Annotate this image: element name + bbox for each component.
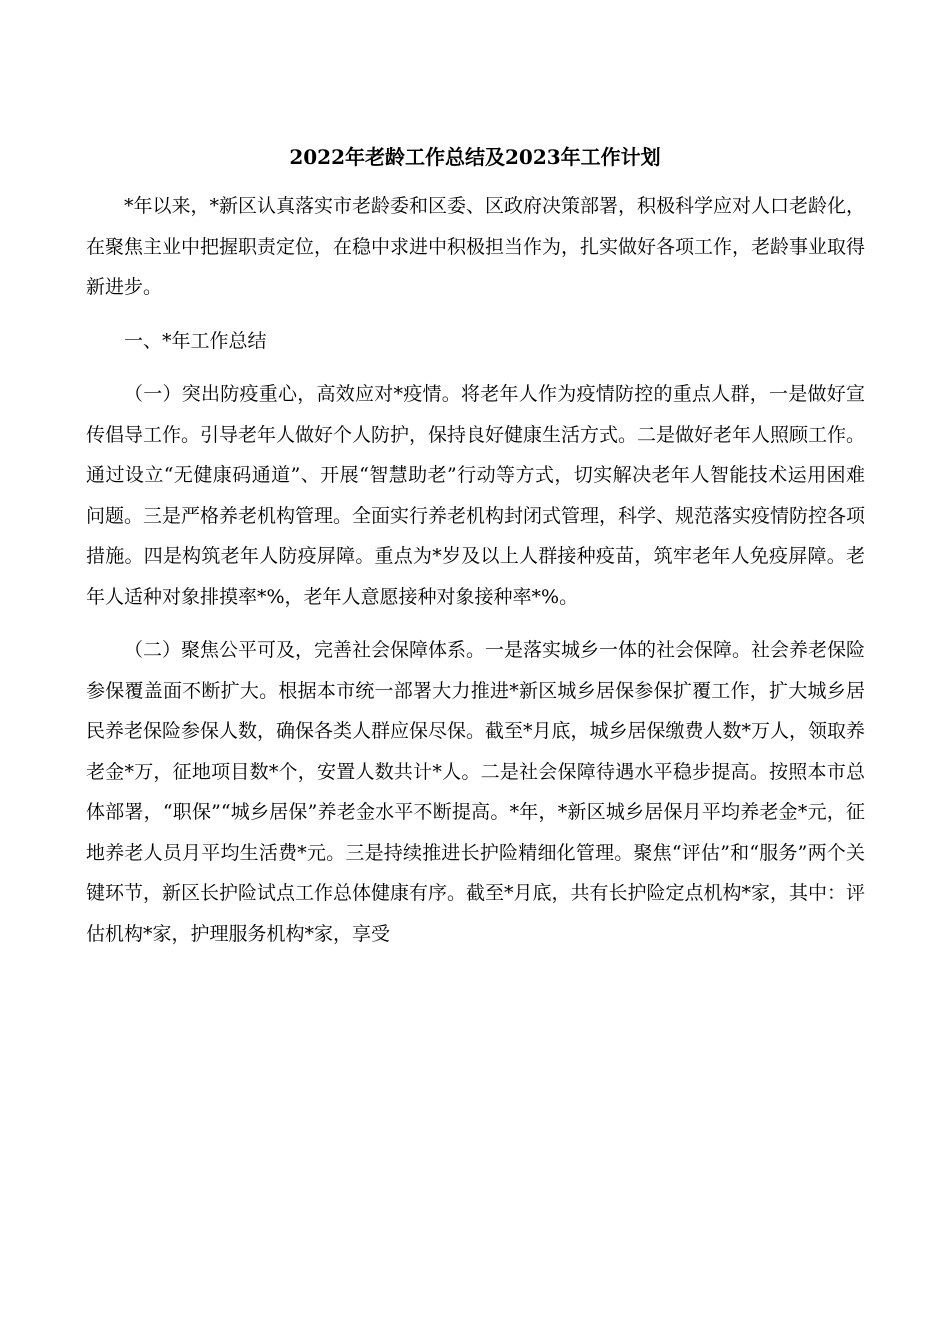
paragraph-epidemic: （一）突出防疫重心，高效应对*疫情。将老年人作为疫情防控的重点人群，一是做好宣传倡导工作。引导老年人做好个人防护，保持良好健康生活方式。二是做好老年人照顾工作。通过设立“无健康码通道”、开展“智慧助老”行动等方式，切实解决老年人智能技术运用困难问题。三是严格养老机构管理。全面实行养老机构封闭式管理，科学、规范落实疫情防控各项措施。四是构筑老年人防疫屏障。重点为*岁及以上人群接种疫苗，筑牢老年人免疫屏障。老年人适种对象排摸率*%，老年人意愿接种对象接种率*%。 <box>86 383 866 608</box>
intro-paragraph: *年以来，*新区认真落实市老龄委和区委、区政府决策部署，积极科学应对人口老龄化，在聚焦主业中把握职责定位，在稳中求进中积极担当作为，扎实做好各项工作，老龄事业取得新进步。 <box>86 195 866 298</box>
paragraph-social-security: （二）聚焦公平可及，完善社会保障体系。一是落实城乡一体的社会保障。社会养老保险参保覆盖面不断扩大。根据本市统一部署大力推进*新区城乡居保参保扩覆工作，扩大城乡居民养老保险参保人数，确保各类人群应保尽保。截至*月底，城乡居保缴费人数*万人，领取养老金*万，征地项目数*个，安置人数共计*人。二是社会保障待遇水平稳步提高。按照本市总体部署，“职保”“城乡居保”养老金水平不断提高。*年，*新区城乡居保月平均养老金*元，征地养老人员月平均生活费*元。三是持续推进长护险精细化管理。聚焦“评估”和“服务”两个关键环节，新区长护险试点工作总体健康有序。截至*月底，共有长护险定点机构*家，其中：评估机构*家，护理服务机构*家，享受 <box>86 639 866 945</box>
section-heading: 一、*年工作总结 <box>124 329 267 352</box>
document-title: 2022年老龄工作总结及2023年工作计划 <box>289 145 661 169</box>
document-body <box>86 186 865 967</box>
